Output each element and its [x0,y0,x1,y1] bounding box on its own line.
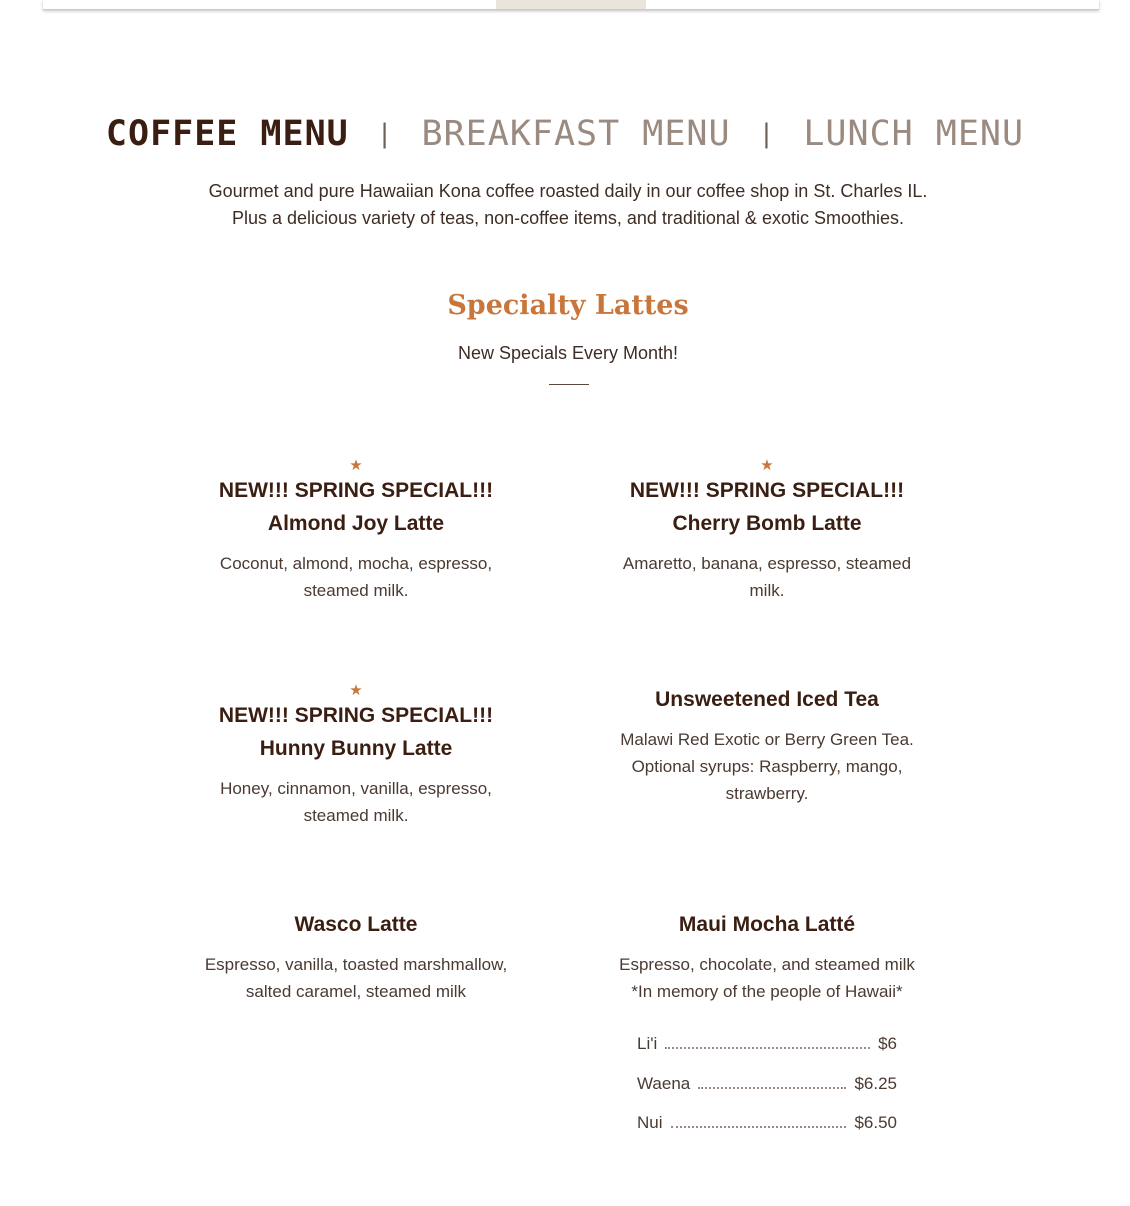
leader-dots [665,1035,870,1049]
breakfast-menu-link[interactable]: BREAKFAST MENU [421,114,731,154]
size-label: Waena [637,1073,691,1093]
menu-item-wasco [196,908,516,1005]
star-icon: ★ [349,457,363,474]
lunch-menu-link[interactable]: LUNCH MENU [803,114,1025,154]
size-label: Nui [637,1113,663,1132]
item-name: Wasco Latte [294,913,418,936]
price-value: $6.50 [854,1113,897,1132]
nav-separator: | [376,119,394,149]
menu-switcher [0,112,1130,155]
price-value: $6.25 [854,1073,897,1093]
section-title: Specialty Lattes [447,290,689,321]
item-description: Espresso, vanilla, toasted marshmallow, salted caramel, steamed milk [204,955,508,1001]
price-row [637,1113,897,1153]
star-icon: ★ [349,682,363,699]
coffee-menu-link[interactable]: COFFEE MENU [105,114,349,154]
item-name: Hunny Bunny Latte [259,737,453,760]
menu-item-cherry-bomb [607,458,927,604]
item-description: Malawi Red Exotic or Berry Green Tea. Optional syrups: Raspberry, mango, strawberry. [620,730,914,803]
menu-item-iced-tea [607,683,927,807]
price-row [637,1074,897,1114]
item-name: Unsweetened Iced Tea [655,688,879,711]
section-divider [549,384,589,385]
leader-dots [671,1114,847,1128]
nav-separator: | [758,119,776,149]
size-label: Li'i [637,1034,658,1053]
price-list [637,1034,897,1153]
star-icon: ★ [760,457,774,474]
intro-line: Gourmet and pure Hawaiian Kona coffee roasted daily in our coffee shop in St. Charles IL. [208,181,928,201]
item-tag: NEW!!! SPRING SPECIAL!!! [218,704,494,727]
item-note: *In memory of the people of Hawaii* [631,982,903,1001]
intro-text [0,178,1130,232]
menu-item-almond-joy [196,458,516,604]
item-tag: NEW!!! SPRING SPECIAL!!! [218,479,494,502]
price-row [637,1034,897,1074]
item-description: Amaretto, banana, espresso, steamed milk. [622,554,912,600]
item-description: Coconut, almond, mocha, espresso, steamed milk. [219,554,493,600]
item-description: Honey, cinnamon, vanilla, espresso, steamed milk. [220,779,492,825]
item-name: Almond Joy Latte [267,512,445,535]
menu-item-hunny-bunny [196,683,516,829]
intro-line: Plus a delicious variety of teas, non-coffee items, and traditional & exotic Smoothies. [231,208,905,228]
item-name: Cherry Bomb Latte [672,512,862,535]
top-navigation-bar [43,0,1099,10]
section-subtitle: New Specials Every Month! [457,343,679,363]
item-name: Maui Mocha Latté [678,913,856,936]
active-nav-tab[interactable] [496,0,646,9]
item-tag: NEW!!! SPRING SPECIAL!!! [629,479,905,502]
item-description: Espresso, chocolate, and steamed milk [619,955,915,974]
price-value: $6 [878,1034,897,1053]
menu-item-maui-mocha [607,908,927,1005]
leader-dots [698,1075,846,1089]
